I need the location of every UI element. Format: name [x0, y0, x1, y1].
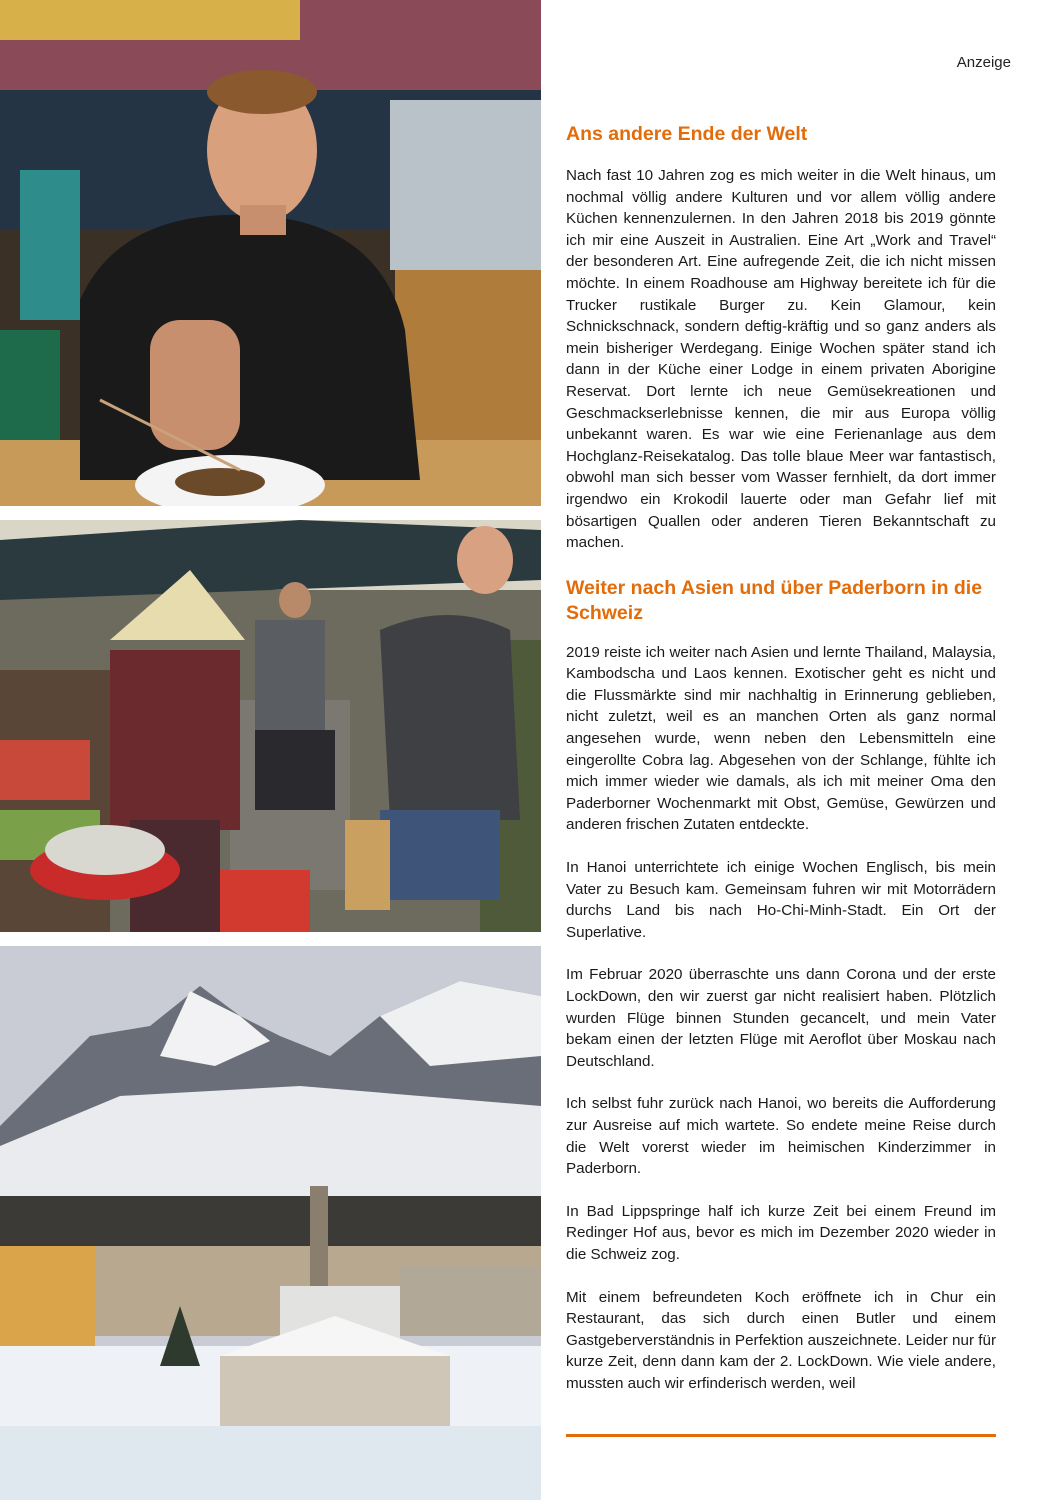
paragraph: Nach fast 10 Jahren zog es mich weiter in die Welt hinaus, um nochmal völlig andere Kulturen und vor allem völlig andere Küchen kennenzulernen. In den Jahren 2018 bis 2019 gönnte ich mir eine Auszeit in Australien. Eine Art „Work and Travel“ der besonderen Art. Eine aufregende Zeit, die ich nicht missen möchte. In einem Roadhouse am Highway bereitete ich für die Trucker rustikale Burger zu. Kein Glamour, kein Schnickschnack, sondern deftig-kräftig und so ganz anders als mein bisheriger Werdegang. Einige Wochen später stand ich dann in der Küche einer Lodge in einem privaten Aborigine Reservat. Dort lernte ich neue Gemüsekreationen und Geschmackserlebnisse kennen, die mir aus Europa völlig unbekannt waren. Es war wie eine Ferienanlage aus dem Hochglanz-Reisekatalog. Das tolle blaue Meer war fantastisch, obwohl man sich besser vom Wasser fernhielt, da dort immer irgendwo ein Krokodil lauerte oder man Gefahr lief mit bösartigen Quallen oder anderen Tieren Bekanntschaft zu machen. [566, 167, 996, 552]
photo-man-eating-at-market [0, 0, 541, 506]
paragraph: Im Februar 2020 überraschte uns dann Corona und der erste LockDown, den wir zuerst gar nicht realisiert haben. Plötzlich wurden Flüge binnen Stunden gecancelt, und mein Vater bekam einen der letzten Flüge mit Aeroflot über Moskau nach Deutschland. [566, 966, 996, 1070]
paragraph: In Bad Lippspringe half ich kurze Zeit bei einem Freund im Redinger Hof aus, bevor es mich im Dezember 2020 wieder in die Schweiz zog. [566, 1202, 996, 1263]
section-heading-asien-schweiz: Weiter nach Asien und über Paderborn in die Schweiz [566, 576, 983, 624]
photo-asian-street-market [0, 520, 541, 932]
photo-swiss-alpine-town [0, 946, 541, 1500]
article-text-column [566, 122, 996, 1416]
paragraph: Ich selbst fuhr zurück nach Hanoi, wo bereits die Aufforderung zur Ausreise auf mich wartete. So endete meine Reise durch die Welt vorerst wieder im heimischen Kinderzimmer in Paderborn. [566, 1095, 996, 1178]
paragraph: 2019 reiste ich weiter nach Asien und lernte Thailand, Malaysia, Kambodscha und Laos kennen. Exotischer geht es nicht und die Flussmärkte sind mir nachhaltig in Erinnerung geblieben, nicht zuletzt, weil es an manchen Orten als ganz normal angesehen wurde, wenn neben den Lebensmitteln eine eingerollte Cobra lag. Abgesehen von der Schlange, fühlte ich mich immer wieder wie damals, als ich mit meiner Oma den Paderborner Wochenmarkt mit Obst, Gemüse, Gewürzen und anderen frischen Zutaten entdeckte. [566, 643, 996, 834]
paragraph: Mit einem befreundeten Koch eröffnete ich in Chur ein Restaurant, das sich durch einen Butler und einem Gastgeberverständnis in Perfektion auszeichnete. Leider nur für kurze Zeit, denn dann kam der 2. LockDown. Wie viele andere, mussten auch wir erfinderisch werden, weil [566, 1288, 996, 1392]
footer-divider-line [566, 1434, 996, 1437]
ad-label: Anzeige [956, 54, 1011, 71]
section-heading-ans-andere-ende: Ans andere Ende der Welt [566, 123, 808, 145]
paragraph: In Hanoi unterrichtete ich einige Wochen Englisch, bis mein Vater zu Besuch kam. Gemeinsam fuhren wir mit Motorrädern durchs Land bis nach Ho-Chi-Minh-Stadt. Ein Ort der Superlative. [566, 859, 996, 941]
